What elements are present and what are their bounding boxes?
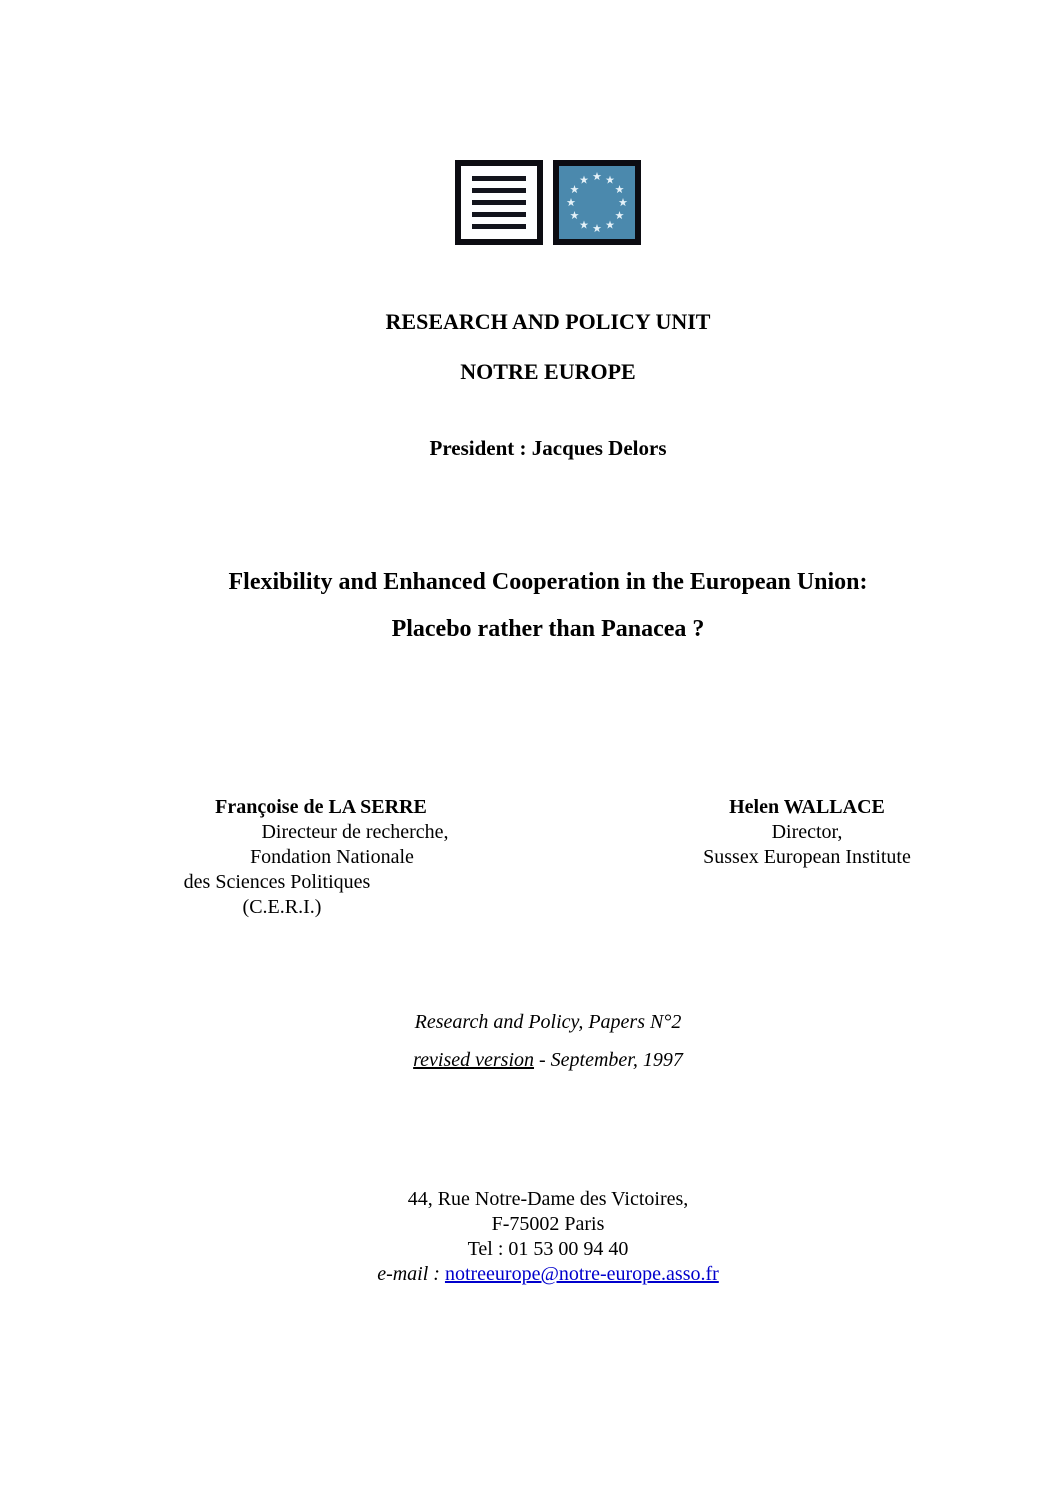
email-label: e-mail : (377, 1263, 445, 1285)
contact-block (19, 1187, 1058, 1287)
series-title: Research and Policy, Papers N°2 (414, 1011, 682, 1033)
address-line1: 44, Rue Notre-Dame des Victoires, (407, 1188, 689, 1210)
revised-version-label: revised version (413, 1049, 535, 1071)
author-role: Director, (771, 821, 843, 843)
author-name: Françoise de LA SERRE (215, 796, 427, 818)
president-line: President : Jacques Delors (429, 436, 667, 460)
paper-title-line2: Placebo rather than Panacea ? (391, 616, 705, 642)
author-block-wallace (662, 795, 952, 870)
unit-heading: RESEARCH AND POLICY UNIT (385, 309, 711, 334)
author-affiliation-line: (C.E.R.I.) (242, 896, 322, 918)
email-link[interactable]: notreeurope@notre-europe.asso.fr (444, 1263, 719, 1285)
phone-line: Tel : 01 53 00 94 40 (467, 1238, 629, 1260)
notre-europe-logo (455, 160, 641, 245)
organization-heading: NOTRE EUROPE (460, 359, 636, 384)
author-affiliation-line: des Sciences Politiques (183, 871, 371, 893)
author-affiliation-line: Fondation Nationale (250, 846, 414, 868)
author-block-la-serre (165, 795, 455, 920)
eu-flag-icon (553, 160, 641, 245)
email-line (19, 1262, 1058, 1287)
author-name: Helen WALLACE (729, 796, 885, 818)
revision-date: - September, 1997 (534, 1049, 683, 1071)
address-line2: F-75002 Paris (491, 1213, 605, 1235)
author-affiliation-line: Sussex European Institute (703, 846, 911, 868)
paper-title-line1: Flexibility and Enhanced Cooperation in the European Union: (228, 569, 868, 595)
document-lines-icon (455, 160, 543, 245)
author-role: Directeur de recherche, (261, 821, 449, 843)
series-info (19, 1003, 1058, 1079)
paper-title (19, 559, 1058, 653)
series-revision-line (19, 1041, 1058, 1079)
